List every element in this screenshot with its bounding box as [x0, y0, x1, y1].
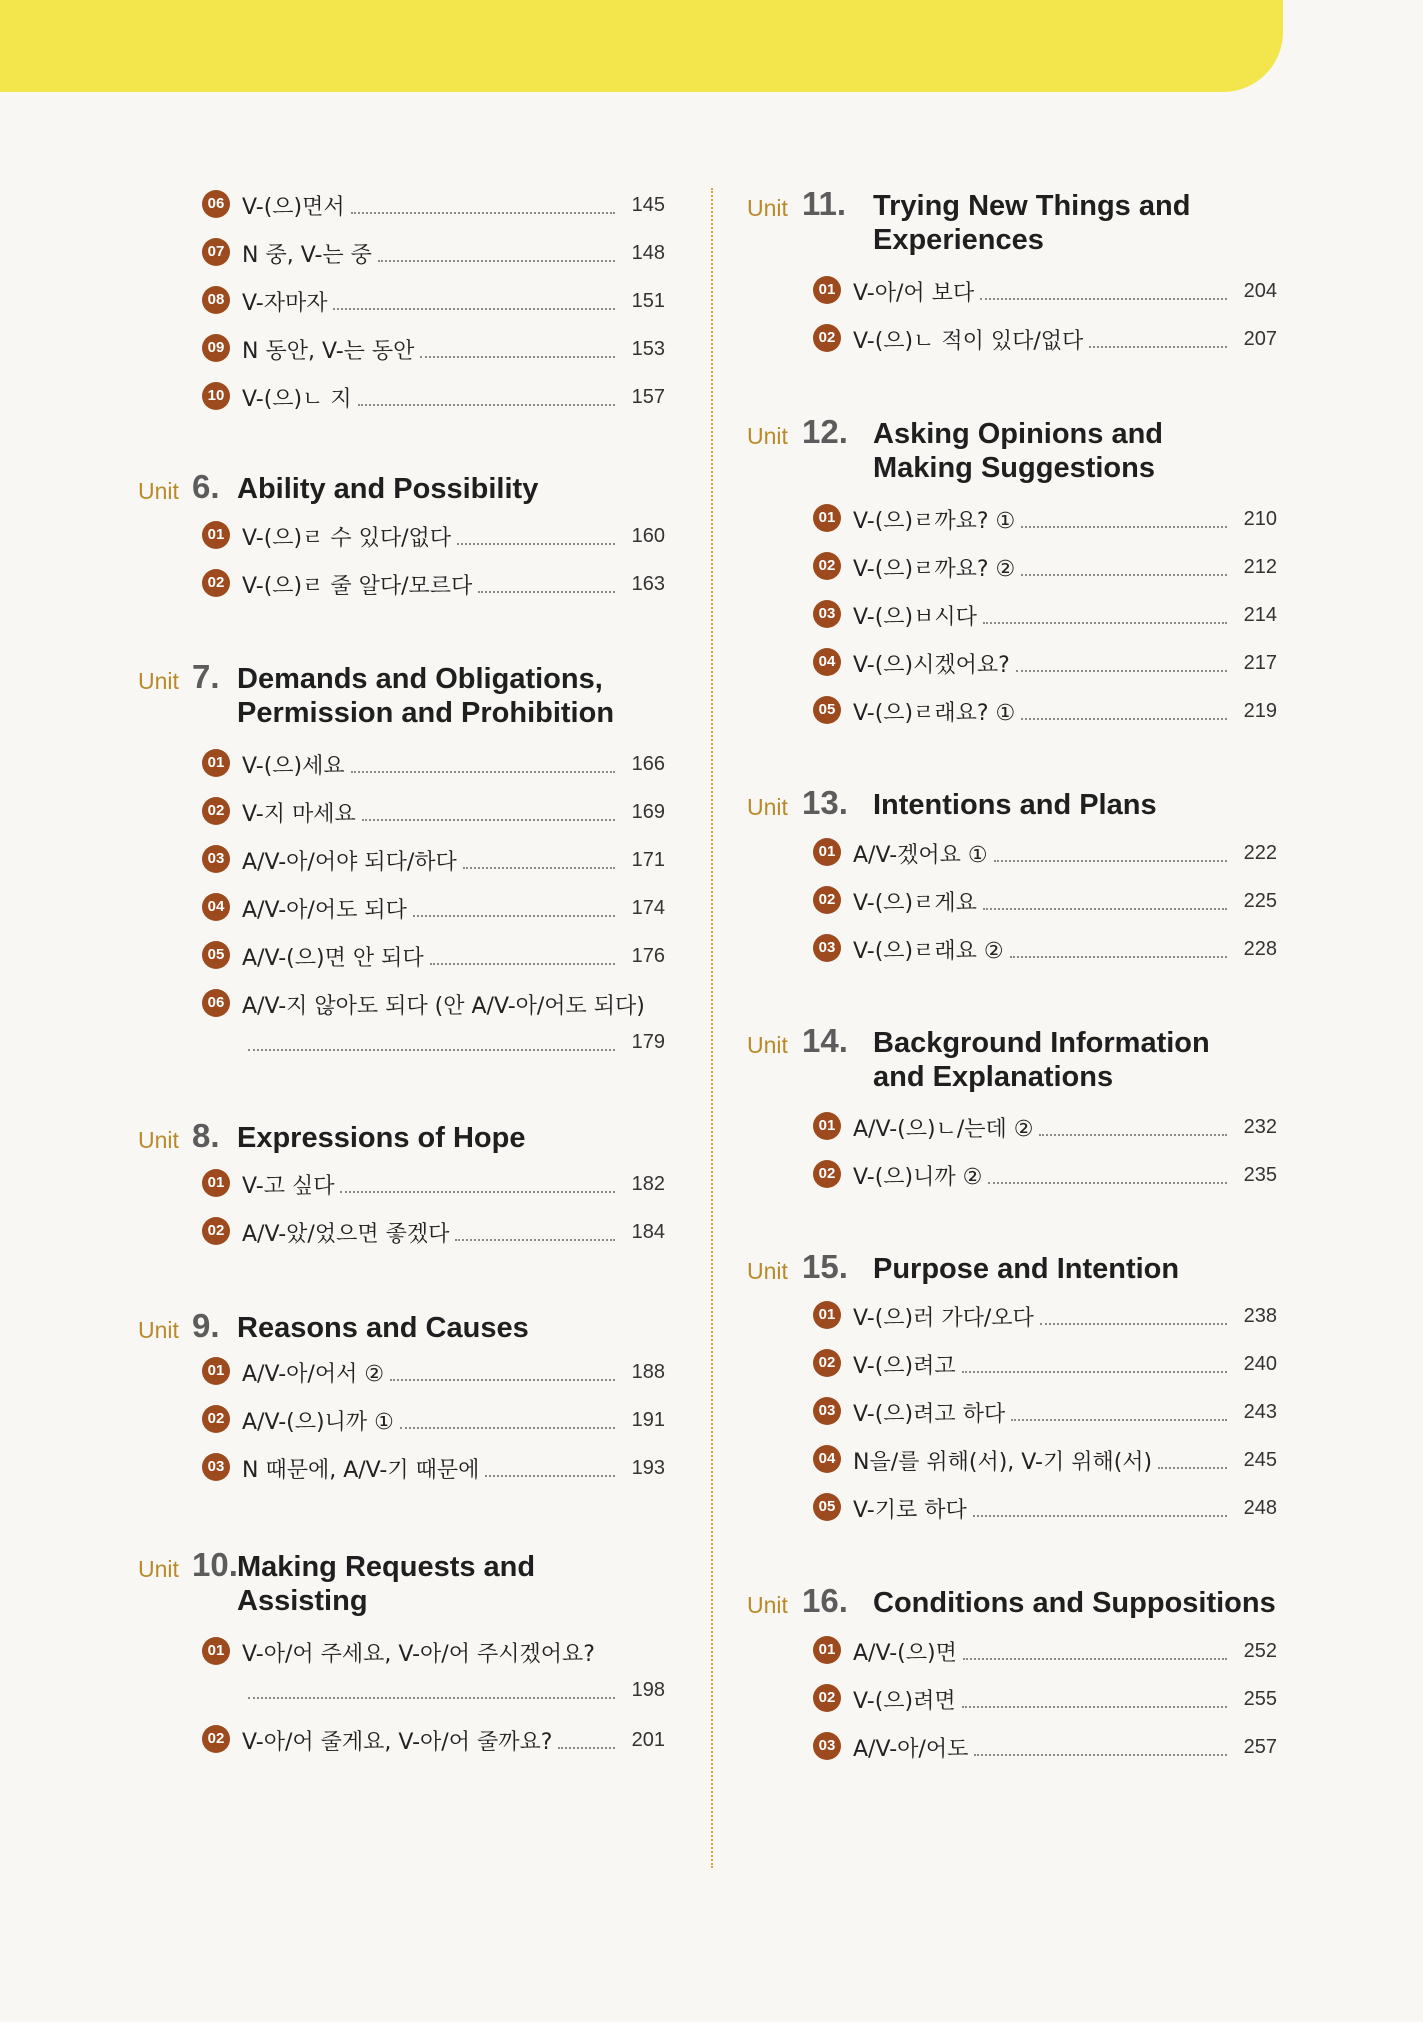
leader-dots — [983, 622, 1227, 624]
unit-title — [873, 1586, 1276, 1620]
toc-entry[interactable] — [813, 644, 1277, 684]
entry-number-badge: 07 — [202, 238, 230, 266]
entry-number-badge: 02 — [202, 1405, 230, 1433]
entry-number-badge: 02 — [813, 1684, 841, 1712]
entry-label: V-(으)려면 — [853, 1688, 956, 1714]
unit-label: Unit — [138, 1556, 179, 1582]
entry-number-badge: 03 — [202, 845, 230, 873]
entry-number-badge: 03 — [813, 1732, 841, 1760]
entry-number-badge: 05 — [813, 1493, 841, 1521]
unit-label: Unit — [138, 1317, 179, 1343]
entry-label: V-자마자 — [242, 290, 328, 316]
entry-label: V-아/어 줄게요, V-아/어 줄까요? — [242, 1729, 553, 1755]
entry-row — [853, 272, 1277, 310]
unit-title-line: Background Information — [873, 1027, 1210, 1059]
leader-dots — [420, 356, 615, 358]
entry-row — [853, 644, 1277, 682]
unit-title-line: Purpose and Intention — [873, 1253, 1180, 1285]
entry-label: A/V-아/어도 — [853, 1736, 969, 1762]
entry-number-badge: 03 — [813, 1397, 841, 1425]
entry-row — [242, 745, 665, 783]
unit-title — [237, 1121, 525, 1155]
leader-dots — [1040, 1323, 1227, 1325]
entry-page-number: 257 — [1243, 1735, 1277, 1758]
entry-row — [853, 1108, 1277, 1146]
unit-title-line: and Explanations — [873, 1061, 1114, 1093]
toc-entry[interactable] — [202, 889, 665, 929]
entry-label: V-(으)려고 하다 — [853, 1401, 1006, 1427]
entry-number-badge: 01 — [813, 276, 841, 304]
toc-entry[interactable] — [813, 1297, 1277, 1337]
entry-page-number: 217 — [1243, 651, 1277, 674]
entry-label: V-(으)시겠어요? — [853, 652, 1010, 678]
entry-label: A/V-아/어도 되다 — [242, 897, 407, 923]
toc-entry[interactable] — [813, 500, 1277, 540]
entry-number-badge: 02 — [813, 552, 841, 580]
leader-dots — [1021, 718, 1227, 720]
leader-dots — [378, 260, 615, 262]
unit-number: 11. — [802, 185, 847, 222]
entry-row — [242, 1165, 665, 1203]
leader-dots — [1021, 526, 1227, 528]
entry-row — [853, 1156, 1277, 1194]
unit-label: Unit — [747, 1258, 788, 1284]
entry-page-number: 193 — [631, 1456, 665, 1479]
entry-page-number: 176 — [631, 944, 665, 967]
entry-number-badge: 02 — [202, 1725, 230, 1753]
leader-dots — [558, 1747, 615, 1749]
entry-row — [242, 186, 665, 224]
entry-page-number: 188 — [631, 1360, 665, 1383]
entry-page-number: 166 — [631, 752, 665, 775]
unit-number: 9. — [192, 1307, 220, 1344]
entry-number-badge: 02 — [813, 1160, 841, 1188]
leader-dots — [963, 1658, 1227, 1660]
entry-label: V-(으)ㄹ게요 — [853, 890, 977, 916]
entry-page-number: 240 — [1243, 1352, 1277, 1375]
leader-dots — [413, 915, 615, 917]
unit-title — [237, 472, 538, 506]
unit-number: 7. — [192, 658, 220, 695]
toc-entry[interactable] — [202, 1165, 665, 1205]
toc-entry[interactable] — [202, 985, 665, 1063]
toc-entry[interactable] — [813, 548, 1277, 588]
entry-number-badge: 02 — [202, 797, 230, 825]
entry-label: A/V-겠어요 ① — [853, 842, 988, 868]
entry-row — [853, 1632, 1277, 1670]
entry-label: V-(으)ㄹ래요 ② — [853, 938, 1004, 964]
unit-number: 14. — [802, 1022, 848, 1059]
toc-entry[interactable] — [202, 1633, 665, 1711]
entry-row — [242, 1401, 665, 1439]
entry-number-badge: 01 — [813, 1112, 841, 1140]
unit-title-line: Reasons and Causes — [237, 1312, 529, 1344]
toc-entry[interactable] — [202, 330, 665, 370]
entry-row — [242, 889, 665, 927]
unit-title — [873, 788, 1157, 822]
unit-label: Unit — [747, 1592, 788, 1618]
entry-number-badge: 02 — [202, 1217, 230, 1245]
entry-label: V-(으)ㅂ시다 — [853, 604, 977, 630]
entry-row — [853, 1728, 1277, 1766]
entry-page-number: 148 — [631, 241, 665, 264]
entry-page-number: 153 — [631, 337, 665, 360]
entry-label: V-(으)면서 — [242, 194, 345, 220]
toc-entry[interactable] — [813, 272, 1277, 312]
entry-page-number: 157 — [631, 385, 665, 408]
entry-row — [242, 793, 665, 831]
unit-label: Unit — [747, 195, 788, 221]
unit-title-line: Asking Opinions and — [873, 418, 1164, 450]
toc-entry[interactable] — [813, 930, 1277, 970]
entry-page-number: 179 — [631, 1030, 665, 1053]
entry-label: V-(으)ㄴ 적이 있다/없다 — [853, 328, 1084, 354]
entry-page-number: 210 — [1243, 507, 1277, 530]
entry-page-number: 171 — [631, 848, 665, 871]
entry-row — [853, 1489, 1277, 1527]
unit-title-line: Conditions and Suppositions — [873, 1587, 1276, 1619]
entry-row — [242, 1721, 665, 1759]
entry-number-badge: 01 — [202, 521, 230, 549]
entry-page-number: 201 — [631, 1728, 665, 1751]
leader-dots — [358, 404, 615, 406]
entry-label: V-(으)ㄹ 수 있다/없다 — [242, 525, 452, 551]
unit-label: Unit — [138, 478, 179, 504]
toc-entry[interactable] — [202, 1721, 665, 1761]
entry-number-badge: 01 — [202, 1169, 230, 1197]
entry-row — [853, 882, 1277, 920]
leader-dots — [980, 298, 1227, 300]
entry-label: V-고 싶다 — [242, 1173, 335, 1199]
entry-number-badge: 02 — [813, 324, 841, 352]
leader-dots — [974, 1754, 1227, 1756]
entry-label: V-(으)러 가다/오다 — [853, 1305, 1034, 1331]
entry-page-number: 198 — [631, 1678, 665, 1701]
unit-title-line: Permission and Prohibition — [237, 697, 615, 729]
entry-row — [853, 1345, 1277, 1383]
unit-title-line: Making Suggestions — [873, 452, 1155, 484]
leader-dots — [333, 308, 615, 310]
entry-row — [242, 1353, 665, 1391]
unit-title — [873, 417, 1163, 485]
unit-number: 6. — [192, 468, 220, 505]
leader-dots — [1039, 1134, 1227, 1136]
leader-dots — [1158, 1467, 1227, 1469]
leader-dots — [478, 591, 615, 593]
entry-number-badge: 08 — [202, 286, 230, 314]
entry-page-number: 212 — [1243, 555, 1277, 578]
leader-dots — [962, 1706, 1227, 1708]
entry-label: V-(으)려고 — [853, 1353, 956, 1379]
entry-number-badge: 03 — [813, 934, 841, 962]
entry-number-badge: 01 — [202, 1357, 230, 1385]
entry-number-badge: 02 — [813, 886, 841, 914]
leader-dots — [988, 1182, 1227, 1184]
entry-label: V-지 마세요 — [242, 801, 356, 827]
leader-dots — [248, 1697, 615, 1699]
entry-page-number: 222 — [1243, 841, 1277, 864]
entry-number-badge: 04 — [813, 648, 841, 676]
toc-entry[interactable] — [813, 1156, 1277, 1196]
entry-number-badge: 04 — [202, 893, 230, 921]
entry-row — [242, 1449, 665, 1487]
toc-entry[interactable] — [813, 834, 1277, 874]
toc-entry[interactable] — [813, 692, 1277, 732]
entry-number-badge: 05 — [202, 941, 230, 969]
unit-label: Unit — [747, 1032, 788, 1058]
leader-dots — [973, 1515, 1227, 1517]
unit-number: 15. — [802, 1248, 848, 1285]
entry-number-badge: 02 — [813, 1349, 841, 1377]
entry-row — [853, 548, 1277, 586]
entry-row — [242, 985, 665, 1023]
unit-number: 10. — [192, 1546, 238, 1583]
toc-entry[interactable] — [813, 1441, 1277, 1481]
unit-title — [237, 1311, 529, 1345]
entry-page-number: 163 — [631, 572, 665, 595]
entry-number-badge: 01 — [813, 504, 841, 532]
entry-label: A/V-(으)ㄴ/는데 ② — [853, 1116, 1034, 1142]
leader-dots — [248, 1049, 615, 1051]
entry-row — [853, 1297, 1277, 1335]
entry-label: V-(으)세요 — [242, 753, 345, 779]
entry-page-number: 248 — [1243, 1496, 1277, 1519]
entry-label: N 동안, V-는 동안 — [242, 338, 415, 364]
entry-number-badge: 04 — [813, 1445, 841, 1473]
entry-row — [242, 937, 665, 975]
unit-number: 13. — [802, 784, 848, 821]
toc-entry[interactable] — [202, 1213, 665, 1253]
toc-entry[interactable] — [202, 1401, 665, 1441]
toc-entry[interactable] — [813, 1632, 1277, 1672]
toc-entry[interactable] — [813, 1108, 1277, 1148]
entry-page-number: 219 — [1243, 699, 1277, 722]
toc-entry[interactable] — [202, 186, 665, 226]
entry-label: V-(으)ㄹ까요? ② — [853, 556, 1016, 582]
entry-row — [853, 596, 1277, 634]
leader-dots — [983, 908, 1227, 910]
entry-number-badge: 06 — [202, 989, 230, 1017]
unit-title — [237, 662, 614, 730]
toc-entry[interactable] — [813, 1680, 1277, 1720]
entry-row — [242, 517, 665, 555]
unit-title — [237, 1550, 535, 1618]
entry-page-number: 207 — [1243, 327, 1277, 350]
entry-row — [242, 330, 665, 368]
entry-number-badge: 06 — [202, 190, 230, 218]
entry-page-number: 214 — [1243, 603, 1277, 626]
leader-dots — [430, 963, 615, 965]
entry-label: V-(으)ㄹ 줄 알다/모르다 — [242, 573, 473, 599]
entry-label: N 중, V-는 중 — [242, 242, 372, 268]
toc-entry[interactable] — [202, 378, 665, 418]
toc-entry[interactable] — [202, 745, 665, 785]
unit-title-line: Expressions of Hope — [237, 1122, 526, 1154]
entry-label: V-아/어 주세요, V-아/어 주시겠어요? — [242, 1641, 595, 1667]
leader-dots — [340, 1191, 615, 1193]
unit-number: 8. — [192, 1117, 220, 1154]
entry-label: N을/를 위해(서), V-기 위해(서) — [853, 1449, 1153, 1475]
entry-row — [853, 320, 1277, 358]
entry-number-badge: 02 — [202, 569, 230, 597]
entry-row-continued — [242, 1671, 665, 1709]
entry-label: A/V-아/어야 되다/하다 — [242, 849, 457, 875]
unit-title-line: Intentions and Plans — [873, 789, 1157, 821]
entry-number-badge: 01 — [813, 1636, 841, 1664]
entry-number-badge: 03 — [202, 1453, 230, 1481]
entry-page-number: 204 — [1243, 279, 1277, 302]
entry-row — [242, 282, 665, 320]
leader-dots — [457, 543, 615, 545]
leader-dots — [962, 1371, 1227, 1373]
entry-label: V-(으)니까 ② — [853, 1164, 983, 1190]
entry-label: V-기로 하다 — [853, 1497, 967, 1523]
toc-entry[interactable] — [813, 1345, 1277, 1385]
unit-title-line: Experiences — [873, 224, 1044, 256]
entry-row — [242, 841, 665, 879]
unit-label: Unit — [747, 423, 788, 449]
entry-page-number: 235 — [1243, 1163, 1277, 1186]
entry-page-number: 145 — [631, 193, 665, 216]
entry-row — [853, 692, 1277, 730]
leader-dots — [362, 819, 615, 821]
entry-page-number: 174 — [631, 896, 665, 919]
entry-number-badge: 09 — [202, 334, 230, 362]
entry-page-number: 160 — [631, 524, 665, 547]
leader-dots — [1016, 670, 1227, 672]
unit-label: Unit — [138, 668, 179, 694]
unit-label: Unit — [747, 794, 788, 820]
entry-row — [853, 1680, 1277, 1718]
entry-page-number: 245 — [1243, 1448, 1277, 1471]
unit-title-line: Making Requests and — [237, 1551, 536, 1583]
unit-title-line: Assisting — [237, 1585, 368, 1617]
entry-page-number: 225 — [1243, 889, 1277, 912]
entry-row — [242, 1213, 665, 1251]
toc-entry[interactable] — [813, 1393, 1277, 1433]
entry-number-badge: 03 — [813, 600, 841, 628]
entry-row — [853, 1441, 1277, 1479]
unit-title-line: Demands and Obligations, — [237, 663, 603, 695]
leader-dots — [463, 867, 615, 869]
entry-row — [242, 1633, 665, 1671]
entry-label: V-아/어 보다 — [853, 280, 975, 306]
entry-label: A/V-(으)면 — [853, 1640, 957, 1666]
entry-label: N 때문에, A/V-기 때문에 — [242, 1457, 480, 1483]
unit-number: 16. — [802, 1582, 848, 1619]
leader-dots — [485, 1475, 615, 1477]
entry-page-number: 252 — [1243, 1639, 1277, 1662]
toc-entry[interactable] — [202, 565, 665, 605]
entry-page-number: 238 — [1243, 1304, 1277, 1327]
unit-title — [873, 1026, 1210, 1094]
leader-dots — [400, 1427, 615, 1429]
entry-page-number: 182 — [631, 1172, 665, 1195]
entry-row — [242, 234, 665, 272]
leader-dots — [1011, 1419, 1227, 1421]
entry-label: V-(으)ㄹ래요? ① — [853, 700, 1016, 726]
entry-label: V-(으)ㄴ 지 — [242, 386, 352, 412]
entry-row — [853, 1393, 1277, 1431]
entry-number-badge: 10 — [202, 382, 230, 410]
leader-dots — [994, 860, 1227, 862]
toc-entry[interactable] — [202, 1353, 665, 1393]
entry-page-number: 151 — [631, 289, 665, 312]
column-divider — [711, 188, 713, 1868]
entry-page-number: 232 — [1243, 1115, 1277, 1138]
entry-page-number: 255 — [1243, 1687, 1277, 1710]
entry-number-badge: 05 — [813, 696, 841, 724]
entry-page-number: 169 — [631, 800, 665, 823]
unit-title-line: Trying New Things and — [873, 190, 1191, 222]
toc-entry[interactable] — [813, 596, 1277, 636]
header-color-band — [0, 0, 1283, 92]
entry-row — [853, 930, 1277, 968]
unit-title-line: Ability and Possibility — [237, 473, 539, 505]
entry-page-number: 191 — [631, 1408, 665, 1431]
entry-page-number: 184 — [631, 1220, 665, 1243]
toc-entry[interactable] — [202, 793, 665, 833]
entry-number-badge: 01 — [202, 1637, 230, 1665]
entry-row-continued — [242, 1023, 665, 1061]
entry-row — [853, 834, 1277, 872]
leader-dots — [1021, 574, 1227, 576]
toc-entry[interactable] — [202, 234, 665, 274]
unit-number: 12. — [802, 413, 848, 450]
toc-entry[interactable] — [202, 937, 665, 977]
entry-number-badge: 01 — [813, 1301, 841, 1329]
toc-entry[interactable] — [813, 882, 1277, 922]
entry-page-number: 228 — [1243, 937, 1277, 960]
toc-entry[interactable] — [202, 1449, 665, 1489]
unit-title — [873, 1252, 1179, 1286]
entry-label: A/V-(으)면 안 되다 — [242, 945, 424, 971]
entry-label: V-(으)ㄹ까요? ① — [853, 508, 1016, 534]
leader-dots — [455, 1239, 615, 1241]
toc-entry[interactable] — [202, 841, 665, 881]
entry-label: A/V-(으)니까 ① — [242, 1409, 394, 1435]
leader-dots — [351, 212, 615, 214]
entry-number-badge: 01 — [813, 838, 841, 866]
leader-dots — [390, 1379, 615, 1381]
toc-entry[interactable] — [202, 517, 665, 557]
entry-label: A/V-아/어서 ② — [242, 1361, 385, 1387]
toc-entry[interactable] — [813, 320, 1277, 360]
toc-entry[interactable] — [202, 282, 665, 322]
entry-row — [242, 378, 665, 416]
leader-dots — [1089, 346, 1227, 348]
entry-row — [853, 500, 1277, 538]
entry-number-badge: 01 — [202, 749, 230, 777]
entry-label: A/V-지 않아도 되다 (안 A/V-아/어도 되다) — [242, 993, 645, 1019]
entry-page-number: 243 — [1243, 1400, 1277, 1423]
unit-title — [873, 189, 1190, 257]
toc-entry[interactable] — [813, 1489, 1277, 1529]
leader-dots — [1010, 956, 1227, 958]
leader-dots — [351, 771, 615, 773]
toc-entry[interactable] — [813, 1728, 1277, 1768]
unit-label: Unit — [138, 1127, 179, 1153]
entry-row — [242, 565, 665, 603]
entry-label: A/V-았/었으면 좋겠다 — [242, 1221, 450, 1247]
